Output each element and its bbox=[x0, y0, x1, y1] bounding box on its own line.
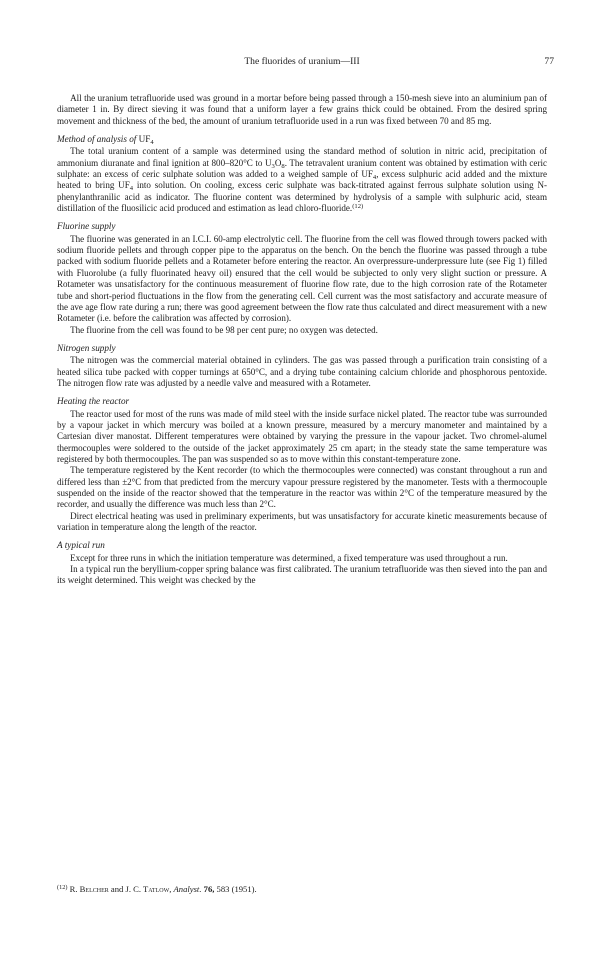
analysis-paragraph: The total uranium content of a sample was determined using the standard method of solution in nitric acid, precipitation of ammonium diuranate and final ignition at 800–820°C to $U_3O_8$. The tetravalent uranium content was obtained by estimation with ceric sulphate: an excess of ceric sulphate solution was added to a weighed sample of $UF_4$, excess sulphuric acid added and the mixture heated to bring $UF_4$ into solution. On cooling, excess ceric sulphate was back-titrated against ferrous sulphate solution using N-phenylanthranilic acid as indicator. The fluorine content was determined by hydrolysis of a sample with sulphuric acid, steam distillation of the fluosilicic acid produced and estimation as lead chloro-fluoride.$^{(12)}$ bbox=[57, 146, 548, 214]
footnote-volume: 76, bbox=[203, 884, 215, 894]
intro-paragraph: All the uranium tetrafluoride used was ground in a mortar before being passed through a 150-mesh sieve into an aluminium pan of diameter 1 in. By direct sieving it was found that a uniform layer a few grains thick could be obtained. From the desired spring movement and thickness of the bed, the amount of uranium tetrafluoride used in a run was fixed between 70 and 85 mg. bbox=[57, 93, 547, 126]
heating-paragraph-3: Direct electrical heating was used in preliminary experiments, but was unsatisfactory for accurate kinetic measurements because of variation in temperature along the length of the reactor. bbox=[57, 510, 547, 533]
footnote: $^{(12)}$ R. Belcher and J. C. Tatlow, Analyst. 76, 583 (1951). bbox=[57, 884, 257, 894]
heating-paragraph-1: The reactor used for most of the runs was made of mild steel with the inside surface nickel plated. The reactor tube was surrounded by a vapour jacket in which mercury was boiled at a known pressure, measured by a mercury manometer and maintained by a Cartesian diver manostat. Different temperatures were obtained by varying the pressure in the vapour jacket. Two chromel-alumel thermocouples were soldered to the outside of the jacket approximately 25 cm apart; in the steady state the same temperature was registered by both thermocouples. The pan was suspended so as to move within this constant-temperature zone. bbox=[57, 408, 547, 464]
run-paragraph-2: In a typical run the beryllium-copper spring balance was first calibrated. The uranium tetrafluoride was then sieved into the pan and its weight determined. This weight was checked by the bbox=[57, 564, 548, 586]
fluorine-paragraph-2: The fluorine from the cell was found to be 98 per cent pure; no oxygen was detected. bbox=[70, 324, 378, 335]
journal-page bbox=[57, 0, 554, 960]
section-heading-fluorine: Fluorine supply bbox=[57, 221, 116, 232]
section-heading-heating: Heating the reactor bbox=[57, 396, 130, 407]
section-heading-nitrogen: Nitrogen supply bbox=[57, 342, 116, 353]
section-heading-typical-run: A typical run bbox=[57, 540, 105, 551]
fluorine-paragraph-1: The fluorine was generated in an I.C.I. 60-amp electrolytic cell. The fluorine from the cell was flowed through towers packed with sodium fluoride pellets and through copper pipe to the apparatus on the bench. On the bench the fluorine was passed through a tube packed with sodium fluoride pellets and a Rotameter before entering the reactor. An overpressure-underpressure lute (see Fig 1) filled with Fluorolube (a fully fluorinated heavy oil) ensured that the cell would be subjected to only very slight suction or pressure. A Rotameter was unsatisfactory for the continuous measurement of fluorine flow rate, due to the high corrosion rate of the Rotameter tube and short-period fluctuations in the flow from the generating cell. Cell current was the most satisfactory and accurate measure of the ave age flow rate during a run; there was good agreement between the flow rate thus calculated and direct measurement with a new Rotameter (i.e. before the calibration was affected by corrosion). bbox=[57, 233, 547, 324]
reference-marker[interactable]: (12) bbox=[352, 203, 364, 211]
footnote-journal: Analyst. bbox=[173, 884, 202, 894]
running-head bbox=[57, 56, 554, 70]
section-heading-analysis: Method of analysis of $UF_4$ bbox=[57, 134, 154, 147]
footnote-marker: (12) bbox=[57, 884, 68, 891]
run-paragraph-1: Except for three runs in which the initiation temperature was determined, a fixed temperature was used throughout a run. bbox=[70, 552, 508, 563]
running-title: The fluorides of uranium—III bbox=[244, 56, 360, 67]
heating-paragraph-2: The temperature registered by the Kent recorder (to which the thermocouples were connected) was constant throughout a run and differed less than ±2°C from that predicted from the mercury vapour pressure registered by the manometer. Tests with a thermocouple suspended on the inside of the reactor showed that the temperature in the reactor was within 2°C of the temperature measured by the recorder, and usually the difference was much less than 2°C. bbox=[57, 465, 547, 510]
article-body bbox=[57, 93, 547, 587]
footnote-pages: 583 (1951). bbox=[216, 884, 257, 894]
nitrogen-paragraph: The nitrogen was the commercial material obtained in cylinders. The gas was passed through a purification train consisting of a heated silica tube packed with copper turnings at 650°C, and a drying tube containing calcium chloride and phosphorous pentoxide. The nitrogen flow rate was adjusted by a needle valve and measured with a Rotameter. bbox=[57, 355, 547, 388]
page-number: 77 bbox=[544, 56, 554, 67]
